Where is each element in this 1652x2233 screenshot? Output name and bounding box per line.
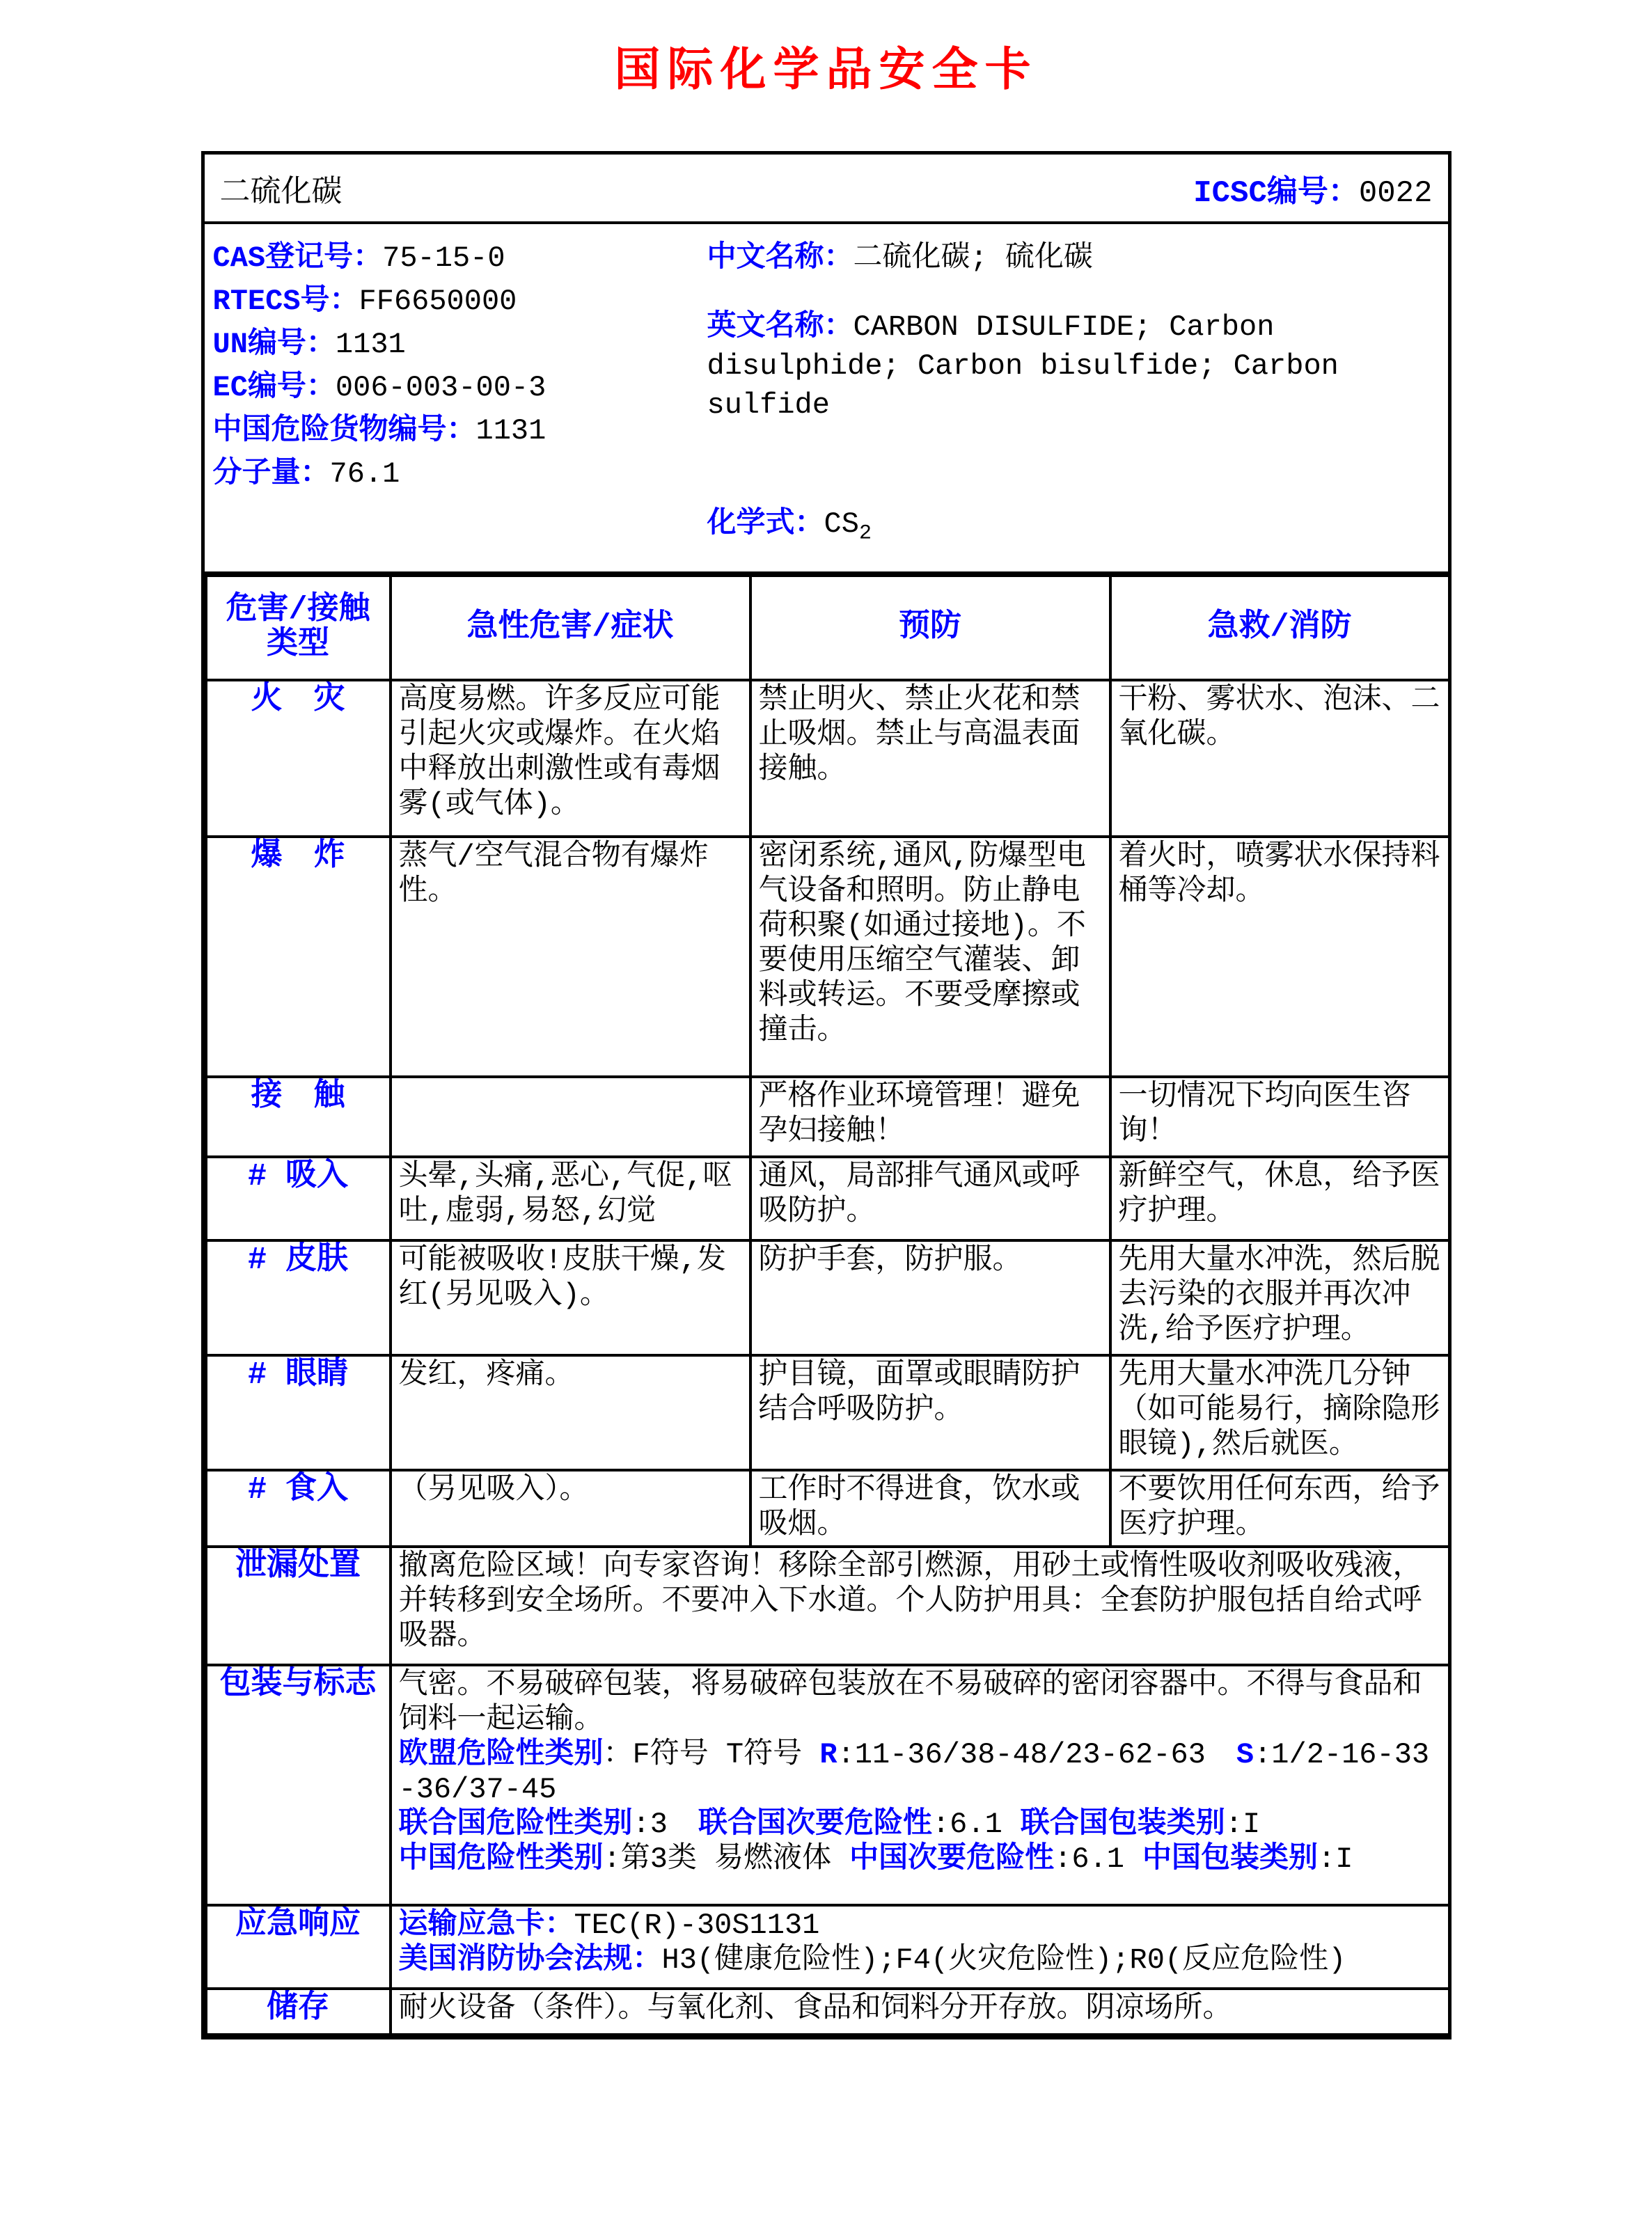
icsc-number [1193, 166, 1432, 211]
explosion-firstaid-cell: 着火时，喷雾状水保持料桶等冷却。 [1110, 837, 1449, 1077]
formula-value [824, 507, 872, 546]
un-number-line [213, 323, 700, 366]
rtecs-number-label: RTECS号： [212, 285, 359, 318]
s-phrase-value: :1/2-16-33-36/37-45 [398, 1738, 1430, 1807]
eyes-firstaid-cell: 先用大量水冲洗几分钟（如可能易行，摘除隐形眼镜),然后就医。 [1110, 1355, 1449, 1470]
inhalation-firstaid-cell: 新鲜空气，休息，给予医疗护理。 [1110, 1157, 1449, 1240]
ingestion-prevention-cell: 工作时不得进食，饮水或吸烟。 [750, 1470, 1110, 1547]
nfpa-label: 美国消防协会法规： [398, 1943, 662, 1978]
ingestion-symptom-cell: （另见吸入）。 [391, 1470, 750, 1547]
row-label-inhalation: # 吸入 [206, 1157, 391, 1240]
packaging-cell [391, 1665, 1449, 1905]
icsc-number-label: ICSC编号： [1193, 175, 1359, 211]
china-dg-number-value: 1131 [475, 414, 546, 448]
skin-symptom-cell: 可能被吸收!皮肤干燥,发红(另见吸入)。 [391, 1240, 750, 1355]
table-row-emergency [206, 1905, 1449, 1989]
hazard-table-header-row [206, 576, 1449, 680]
un-packgroup-value: :I [1225, 1808, 1261, 1842]
row-label-storage: 储存 [206, 1989, 391, 2035]
un-packgroup-label: 联合国包装类别 [1020, 1808, 1225, 1842]
nfpa-value: H3(健康危险性);F4(火灾危险性);R0(反应危险性) [661, 1943, 1346, 1978]
nfpa-line [399, 1943, 1441, 1978]
un-class-value: :3 [632, 1808, 668, 1842]
ec-number-value: 006-003-00-3 [335, 371, 546, 404]
molecular-weight-line [213, 452, 700, 496]
table-row-packaging [206, 1665, 1449, 1905]
rtecs-number-value: FF6650000 [359, 285, 517, 318]
card-header [205, 155, 1448, 224]
formula-line [707, 503, 1442, 555]
hazard-table [205, 574, 1451, 2036]
exposure-symptom-cell [391, 1077, 750, 1157]
table-row-skin [206, 1240, 1449, 1355]
rtecs-number-line [213, 280, 700, 323]
un-class-label: 联合国危险性类别 [398, 1808, 633, 1842]
exposure-prevention-cell: 严格作业环境管理！避免孕妇接触！ [750, 1077, 1110, 1157]
un-number-label: UN编号： [212, 328, 336, 361]
column-header-hazard-type: 危害/接触类型 [206, 576, 391, 680]
table-row-ingestion [206, 1470, 1449, 1547]
packaging-eu-line [399, 1737, 1441, 1807]
emergency-cell [391, 1905, 1449, 1989]
fire-symptom-cell: 高度易燃。许多反应可能引起火灾或爆炸。在火焰中释放出刺激性或有毒烟雾(或气体)。 [391, 680, 750, 837]
fire-prevention-cell: 禁止明火、禁止火花和禁止吸烟。禁止与高温表面接触。 [750, 680, 1110, 837]
icsc-number-value: 0022 [1358, 175, 1433, 211]
cn-subrisk-value: :6.1 [1054, 1843, 1124, 1877]
ingestion-firstaid-cell: 不要饮用任何东西，给予医疗护理。 [1110, 1470, 1449, 1547]
exposure-firstaid-cell: 一切情况下均向医生咨询！ [1110, 1077, 1449, 1157]
formula-label: 化学式： [707, 507, 824, 541]
un-subrisk-label: 联合国次要危险性 [698, 1808, 932, 1842]
row-label-packaging: 包装与标志 [206, 1665, 391, 1905]
table-row-explosion [206, 837, 1449, 1077]
row-label-exposure: 接 触 [206, 1077, 391, 1157]
cn-packgroup-label: 中国包装类别 [1142, 1843, 1318, 1877]
table-row-fire [206, 680, 1449, 837]
chinese-name-value: 二硫化碳; 硫化碳 [853, 242, 1093, 275]
row-label-eyes: # 眼睛 [206, 1355, 391, 1470]
row-label-emergency: 应急响应 [206, 1905, 391, 1989]
eu-class-label: 欧盟危险性类别 [398, 1738, 604, 1772]
identifier-section [205, 224, 1448, 574]
explosion-symptom-cell: 蒸气/空气混合物有爆炸性。 [391, 837, 750, 1077]
row-label-fire: 火 灾 [206, 680, 391, 837]
inhalation-symptom-cell: 头晕,头痛,恶心,气促,呕吐,虚弱,易怒,幻觉 [391, 1157, 750, 1240]
cn-class-value: :第3类 易燃液体 [603, 1843, 832, 1877]
row-label-ingestion: # 食入 [206, 1470, 391, 1547]
cn-subrisk-label: 中国次要危险性 [849, 1843, 1055, 1877]
skin-prevention-cell: 防护手套，防护服。 [750, 1240, 1110, 1355]
column-header-symptoms: 急性危害/症状 [391, 576, 750, 680]
eu-class-value: ：F符号 T符号 [603, 1738, 820, 1772]
formula-subscript: 2 [858, 521, 872, 546]
r-phrase-label: R [819, 1738, 837, 1772]
un-subrisk-value: :6.1 [931, 1808, 1002, 1842]
chinese-name-line [707, 237, 1442, 280]
packaging-intro: 气密。不易破碎包装，将易破碎包装放在不易破碎的密闭容器中。不得与食品和饲料一起运输。 [398, 1668, 1422, 1737]
ec-number-label: EC编号： [212, 371, 336, 404]
row-label-skin: # 皮肤 [206, 1240, 391, 1355]
packaging-cn-line [399, 1842, 1441, 1877]
chinese-name-label: 中文名称： [707, 242, 853, 275]
column-header-prevention: 预防 [750, 576, 1110, 680]
storage-text-cell: 耐火设备（条件）。与氧化剂、食品和饲料分开存放。阴凉场所。 [391, 1989, 1449, 2035]
un-number-value: 1131 [335, 328, 406, 361]
row-label-spill: 泄漏处置 [206, 1547, 391, 1665]
english-name-label: 英文名称： [707, 310, 853, 344]
fire-firstaid-cell: 干粉、雾状水、泡沫、二氧化碳。 [1110, 680, 1449, 837]
cas-number-label: CAS登记号： [212, 242, 383, 275]
s-phrase-label: S [1236, 1738, 1254, 1772]
skin-firstaid-cell: 先用大量水冲洗，然后脱去污染的衣服并再次冲洗,给予医疗护理。 [1110, 1240, 1449, 1355]
table-row-storage [206, 1989, 1449, 2035]
table-row-exposure [206, 1077, 1449, 1157]
identifier-left-column [213, 237, 700, 555]
english-name-value: CARBON DISULFIDE; Carbon disulphide; Carbon bisulfide; Carbon sulfide [707, 310, 1339, 422]
china-dg-number-line [213, 409, 700, 452]
cn-packgroup-value: :I [1318, 1843, 1353, 1877]
eyes-prevention-cell: 护目镜，面罩或眼睛防护结合呼吸防护。 [750, 1355, 1110, 1470]
cas-number-line [213, 237, 700, 280]
column-header-firstaid: 急救/消防 [1110, 576, 1449, 680]
tec-value: TEC(R)-30S1131 [574, 1909, 820, 1943]
molecular-weight-label: 分子量： [212, 457, 330, 491]
english-name-line [707, 308, 1442, 425]
r-phrase-value: :11-36/38-48/23-62-63 [837, 1738, 1206, 1772]
substance-name: 二硫化碳 [219, 175, 343, 211]
tec-line [399, 1908, 1441, 1943]
row-label-explosion: 爆 炸 [206, 837, 391, 1077]
safety-card [201, 151, 1452, 2039]
eyes-symptom-cell: 发红，疼痛。 [391, 1355, 750, 1470]
formula-base: CS [824, 507, 859, 541]
table-row-inhalation [206, 1157, 1449, 1240]
ec-number-line [213, 366, 700, 409]
cas-number-value: 75-15-0 [382, 242, 505, 275]
packaging-un-line [399, 1807, 1441, 1842]
table-row-spill [206, 1547, 1449, 1665]
table-row-eyes [206, 1355, 1449, 1470]
page-title: 国际化学品安全卡 [614, 45, 1038, 95]
inhalation-prevention-cell: 通风，局部排气通风或呼吸防护。 [750, 1157, 1110, 1240]
identifier-right-column [700, 237, 1442, 555]
spill-text-cell: 撤离危险区域！向专家咨询！移除全部引燃源，用砂土或惰性吸收剂吸收残液，并转移到安全场所。不要冲入下水道。个人防护用具：全套防护服包括自给式呼吸器。 [391, 1547, 1449, 1665]
china-dg-number-label: 中国危险货物编号： [212, 414, 476, 448]
molecular-weight-value: 76.1 [329, 457, 400, 491]
cn-class-label: 中国危险性类别 [398, 1843, 604, 1877]
explosion-prevention-cell: 密闭系统,通风,防爆型电气设备和照明。防止静电荷积聚(如通过接地)。不要使用压缩空气灌装、卸料或转运。不要受摩擦或撞击。 [750, 837, 1110, 1077]
tec-label: 运输应急卡： [398, 1909, 574, 1943]
